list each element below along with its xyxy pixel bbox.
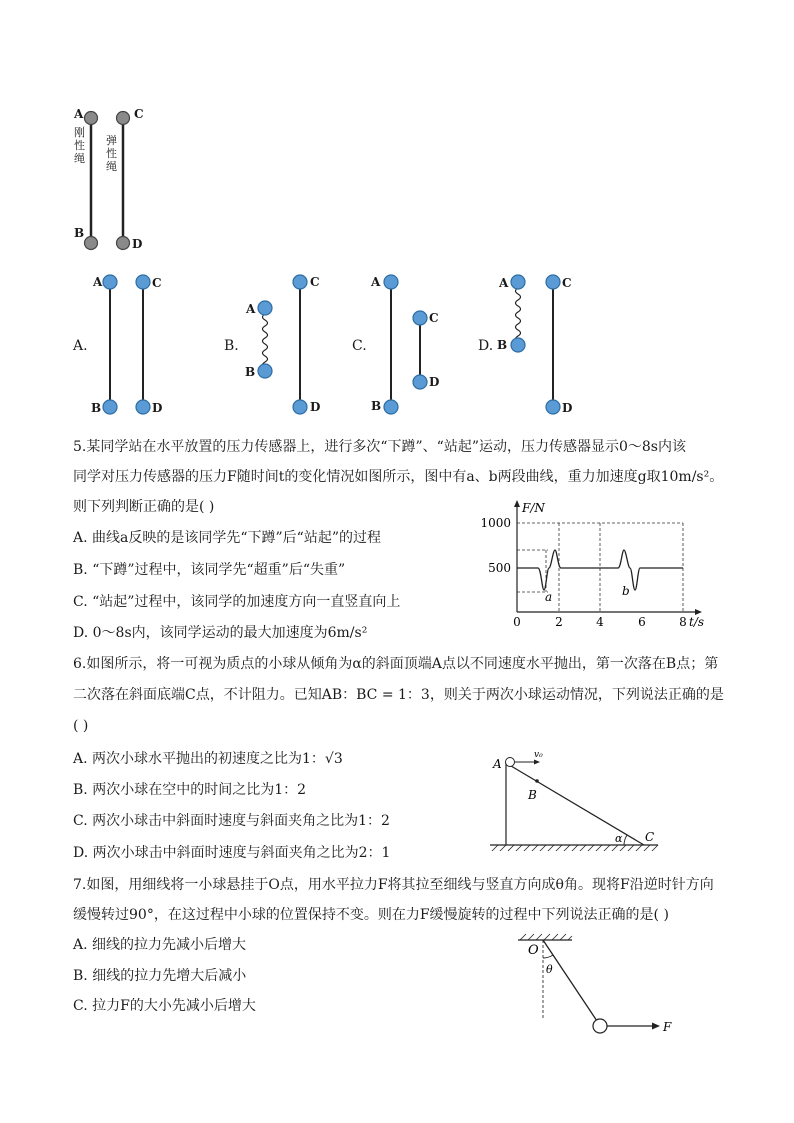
q5-x-tick-6: 6 [638, 615, 646, 629]
top-label-b: B [74, 226, 85, 240]
q5-x-tick-0: 0 [513, 615, 521, 629]
q4c-label-c: C [429, 311, 439, 325]
elastic-char-1: 弹 [106, 134, 117, 147]
q5-x-tick-2: 2 [555, 615, 563, 629]
q4a-label-b: B [91, 401, 102, 415]
q6-stem-line2: 二次落在斜面底端C点，不计阻力。已知AB：BC = 1：3，则关于两次小球运动情况，下列说法正确的是 [73, 687, 724, 703]
q4-option-d-letter: D. [478, 338, 494, 354]
elastic-rope-label [106, 134, 118, 173]
q4a-label-a: A [93, 275, 103, 289]
q6-stem-line1: 6.如图所示，将一可视为质点的小球从倾角为α的斜面顶端A点以不同速度水平抛出，第一次落在B点；第 [73, 656, 719, 672]
q4-option-a-figure [90, 270, 170, 420]
q4d-label-b: B [497, 338, 508, 352]
q5-x-axis-label: t/s [689, 615, 705, 629]
q4d-label-d: D [562, 401, 573, 415]
q5-x-tick-4: 4 [596, 615, 604, 629]
q5-option-c: C. “站起”过程中，该同学的加速度方向一直竖直向上 [73, 594, 401, 610]
q6-option-d: D. 两次小球击中斜面时速度与斜面夹角之比为2：1 [73, 845, 391, 861]
q4-option-d-figure [505, 270, 585, 420]
q6-stem-line3: ( ) [73, 718, 89, 734]
q4b-label-a: A [246, 302, 256, 316]
q6-option-a: A. 两次小球水平抛出的初速度之比为1：√3 [73, 751, 343, 767]
q5-option-d: D. 0～8s内，该同学运动的最大加速度为6m/s² [73, 625, 368, 641]
elastic-char-2: 性 [106, 147, 117, 160]
q5-stem-line3: 则下列判断正确的是( ) [73, 499, 215, 515]
q4b-label-d: D [310, 400, 321, 414]
top-label-c: C [134, 107, 144, 121]
q7-option-c: C. 拉力F的大小先减小后增大 [73, 998, 256, 1014]
rigid-char-2: 性 [74, 139, 85, 152]
q7-option-a: A. 细线的拉力先减小后增大 [73, 937, 247, 953]
q4-option-c-figure [375, 270, 455, 420]
q5-option-b: B. “下蹲”过程中，该同学先“超重”后“失重” [73, 562, 346, 578]
rigid-rope-label [74, 126, 86, 165]
q7-label-f: F [663, 1020, 672, 1034]
q7-stem-line1: 7.如图，用细线将一小球悬挂于O点，用水平拉力F将其拉至细线与竖直方向成θ角。现将F沿逆时针方向 [73, 877, 714, 893]
q4c-label-d: D [429, 375, 440, 389]
top-label-a: A [74, 107, 84, 121]
q4-option-b-letter: B. [224, 338, 239, 354]
q5-force-time-graph [480, 498, 720, 630]
q7-stem-line2: 缓慢转过90°，在这过程中小球的位置保持不变。则在力F缓慢旋转的过程中下列说法正确的是( ) [73, 907, 669, 923]
q4a-label-d: D [152, 401, 163, 415]
q7-option-b: B. 细线的拉力先增大后减小 [73, 968, 247, 984]
q4d-label-c: C [562, 276, 572, 290]
q5-y-tick-500: 500 [488, 561, 511, 575]
q7-pendulum-figure [508, 930, 688, 1040]
q4a-label-c: C [152, 276, 162, 290]
q5-option-a: A. 曲线a反映的是该同学先“下蹲”后“站起”的过程 [73, 530, 381, 546]
q6-option-c: C. 两次小球击中斜面时速度与斜面夹角之比为1：2 [73, 813, 390, 829]
q5-curve-b-label: b [622, 584, 630, 598]
q5-y-axis-label: F/N [522, 501, 545, 515]
q5-y-tick-1000: 1000 [480, 516, 511, 530]
q5-stem-line1: 5.某同学站在水平放置的压力传感器上，进行多次“下蹲”、“站起”运动，压力传感器显示0～8s内该 [73, 439, 686, 455]
q4b-label-b: B [245, 365, 256, 379]
q4c-label-a: A [371, 275, 381, 289]
q4-option-b-figure [250, 270, 330, 420]
q6-label-c: C [645, 830, 655, 844]
q5-x-tick-8: 8 [679, 615, 687, 629]
q4d-label-a: A [499, 276, 509, 290]
q6-label-v0: v₀ [534, 750, 543, 760]
rigid-char-3: 绳 [74, 152, 85, 165]
q6-label-alpha: α [615, 832, 623, 845]
q4-option-a-letter: A. [73, 338, 88, 354]
elastic-char-3: 绳 [106, 160, 117, 173]
q4c-label-b: B [371, 399, 382, 413]
q6-option-b: B. 两次小球在空中的时间之比为1：2 [73, 782, 307, 798]
rigid-char-1: 刚 [74, 126, 85, 139]
q7-label-o: O [528, 943, 539, 958]
q4-option-c-letter: C. [352, 338, 367, 354]
q6-incline-figure [484, 745, 664, 855]
q6-label-b: B [528, 788, 537, 802]
q5-stem-line2: 同学对压力传感器的压力F随时间t的变化情况如图所示，图中有a、b两段曲线，重力加速度g取10m/s²。 [73, 469, 724, 485]
q7-label-theta: θ [546, 963, 553, 976]
q6-label-a: A [493, 757, 502, 771]
q5-curve-a-label: a [545, 590, 553, 604]
q4b-label-c: C [310, 275, 320, 289]
top-label-d: D [132, 237, 143, 251]
